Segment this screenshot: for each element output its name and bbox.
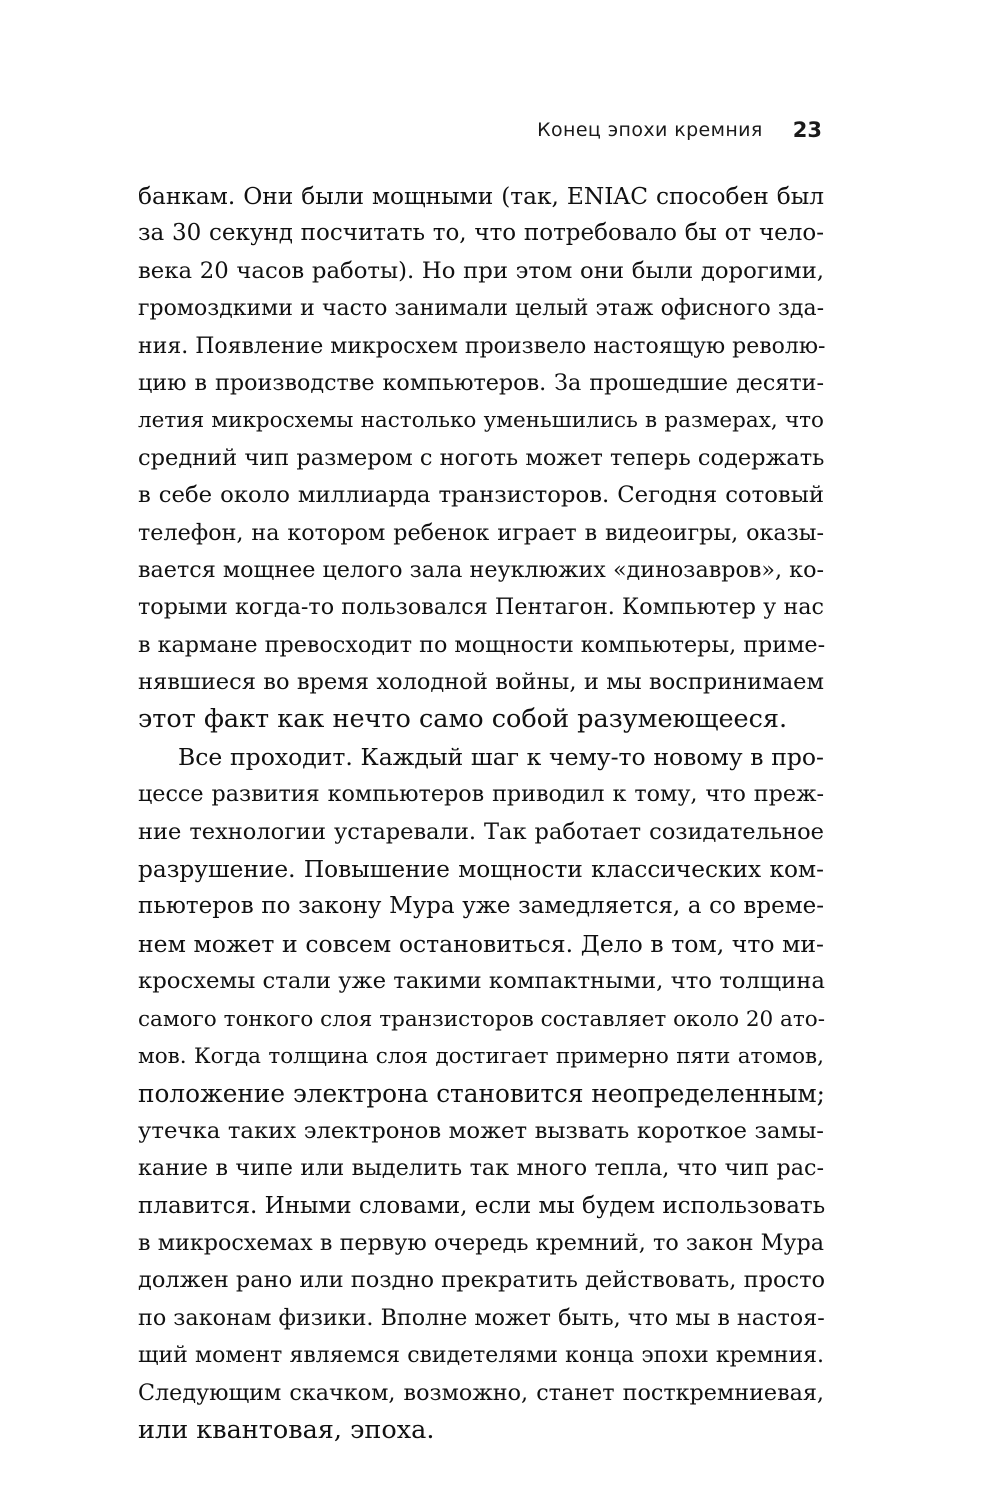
text-line: кание в чипе или выделить так много тепла, что чип рас- bbox=[138, 1155, 824, 1182]
text-line: торыми когда-то пользовался Пентагон. Компьютер у нас bbox=[138, 594, 824, 621]
text-line: щий момент являемся свидетелями конца эпохи кремния. bbox=[138, 1343, 824, 1369]
paragraph-2 bbox=[138, 739, 824, 1449]
text-line: в себе около миллиарда транзисторов. Сегодня сотовый bbox=[138, 482, 824, 509]
text-line: цию в производстве компьютеров. За прошедшие десяти- bbox=[138, 369, 824, 396]
text-line: кросхемы стали уже такими компактными, что толщина bbox=[138, 968, 825, 995]
paragraph-1 bbox=[138, 178, 824, 739]
text-line: должен рано или поздно прекратить действовать, просто bbox=[138, 1267, 826, 1294]
text-line: этот факт как нечто само собой разумеющееся. bbox=[138, 704, 788, 735]
text-line: телефон, на котором ребенок играет в видеоигры, оказы- bbox=[138, 519, 824, 546]
text-line: пьютеров по закону Мура уже замедляется, а со време- bbox=[138, 893, 824, 920]
text-line: плавится. Иными словами, если мы будем использовать bbox=[138, 1192, 826, 1219]
running-title: Конец эпохи кремния bbox=[537, 119, 763, 141]
page-number: 23 bbox=[792, 118, 822, 142]
text-line: века 20 часов работы). Но при этом они были дорогими, bbox=[138, 257, 824, 284]
text-line: самого тонкого слоя транзисторов составляет около 20 ато- bbox=[138, 1006, 825, 1032]
text-line: по законам физики. Вполне может быть, что мы в настоя- bbox=[138, 1304, 825, 1331]
text-line: банкам. Они были мощными (так, ENIAC способен был bbox=[138, 183, 824, 210]
text-line: Все проходит. Каждый шаг к чему-то новому в про- bbox=[178, 742, 824, 771]
text-line: в кармане превосходит по мощности компьютеры, приме- bbox=[138, 631, 826, 658]
text-line: летия микросхемы настолько уменьшились в размерах, что bbox=[138, 408, 824, 434]
text-line: цессе развития компьютеров приводил к тому, что преж- bbox=[138, 781, 824, 808]
text-line: в микросхемах в первую очередь кремний, то закон Мура bbox=[138, 1229, 824, 1256]
text-line: утечка таких электронов может вызвать короткое замы- bbox=[138, 1117, 824, 1144]
text-line: положение электрона становится неопределенным; bbox=[138, 1079, 825, 1109]
text-line: ние технологии устаревали. Так работает созидательное bbox=[138, 818, 824, 845]
text-line: или квантовая, эпоха. bbox=[138, 1414, 435, 1445]
text-line: нем может и совсем остановиться. Дело в том, что ми- bbox=[138, 929, 824, 958]
text-line: ния. Появление микросхем произвело настоящую револю- bbox=[138, 333, 826, 359]
text-line: за 30 секунд посчитать то, что потребовало бы от чело- bbox=[138, 220, 824, 247]
text-line: нявшиеся во время холодной войны, и мы воспринимаем bbox=[138, 669, 824, 696]
running-header bbox=[537, 112, 822, 148]
text-line: громоздкими и часто занимали целый этаж офисного зда- bbox=[138, 296, 824, 322]
text-line: разрушение. Повышение мощности классических ком- bbox=[138, 856, 824, 884]
text-line: средний чип размером с ноготь может теперь содержать bbox=[138, 444, 825, 471]
text-line: Следующим скачком, возможно, станет посткремниевая, bbox=[138, 1379, 824, 1406]
text-line: мов. Когда толщина слоя достигает примерно пяти атомов, bbox=[138, 1043, 824, 1069]
text-line: вается мощнее целого зала неуклюжих «динозавров», ко- bbox=[138, 556, 824, 583]
body-text bbox=[138, 178, 824, 1449]
